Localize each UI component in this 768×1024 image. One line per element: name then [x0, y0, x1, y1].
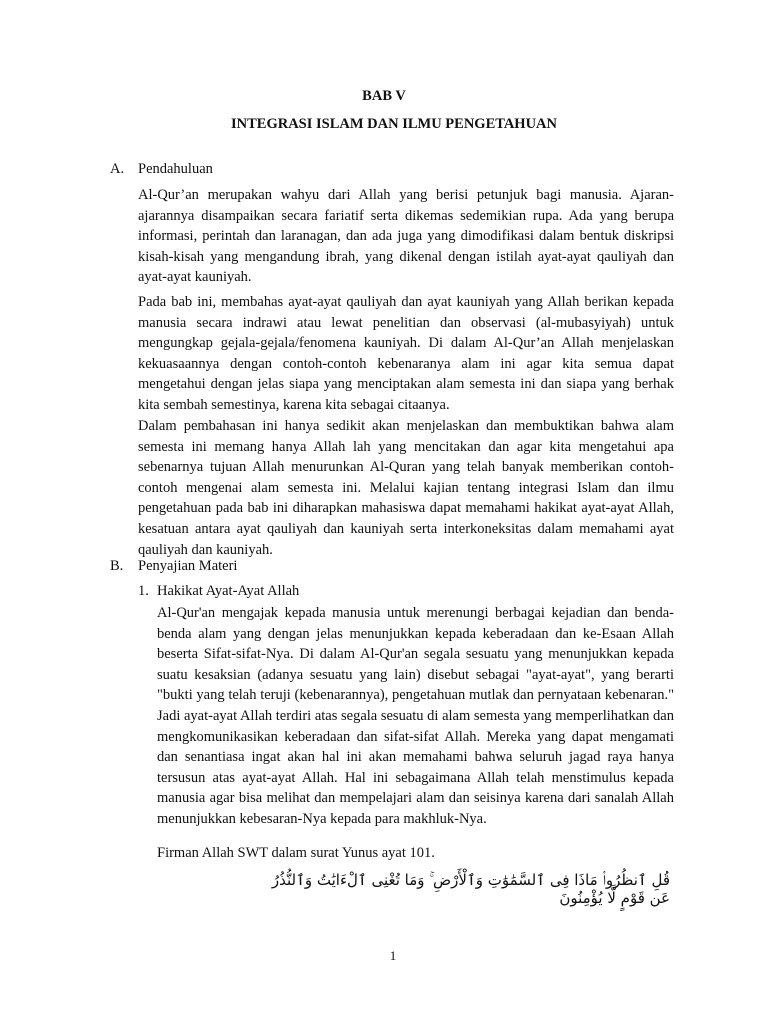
chapter-heading: BAB V — [362, 88, 406, 104]
quran-verse: قُلِ ٱنظُرُوا۟ مَاذَا فِى ٱلسَّمَٰوَٰتِ وَٱلْأَرْضِ ۚ وَمَا تُغْنِى ٱلْءَايَٰتُ وَٱلنُّذُرُ عَن قَوْمٍ لَّا يُؤْمِنُونَ — [271, 871, 670, 907]
section-b-title: Penyajian Materi — [138, 558, 238, 574]
subsection-number: 1. — [138, 583, 149, 599]
page-number: 1 — [389, 948, 397, 963]
section-a-title: Pendahuluan — [138, 161, 213, 177]
subsection-title: Hakikat Ayat-Ayat Allah — [157, 583, 300, 599]
chapter-title: INTEGRASI ISLAM DAN ILMU PENGETAHUAN — [230, 116, 558, 132]
section-b-letter: B. — [110, 558, 124, 574]
section-a-paragraph-3: Dalam pembahasan ini hanya sedikit akan menjelaskan dan membuktikan bahwa alam semesta ini memang hanya Allah lah yang mencitakan dan agar kita mengetahui apa sebenarnya tujuan Allah menurunkan Al-Quran yang telah banyak memberikan contoh-contoh mengenai alam semesta ini. Melalui kajian tentang integrasi Islam dan ilmu pengetahuan pada bab ini diharapkan mahasiswa dapat memahami hakikat ayat-ayat Allah, kesatuan antara ayat qauliyah dan kauniyah serta interkoneksitas dalam memahami ayat qauliyah dan kauniyah. — [138, 418, 674, 558]
section-a-paragraph-1: Al-Qur’an merupakan wahyu dari Allah yang berisi petunjuk bagi manusia. Ajaran-ajarannya disampaikan secara fariatif serta dikemas sedemikian rupa. Ada yang berupa informasi, perintah dan laranagan, dan ada juga yang dimodifikasi dalam bentuk diskripsi kisah-kisah yang mengandung ibrah, yang dikenal dengan istilah ayat-ayat qauliyah dan ayat-ayat kauniyah. — [138, 187, 674, 286]
subsection-paragraph-1: Al-Qur'an mengajak kepada manusia untuk merenungi berbagai kejadian dan benda-benda alam yang dengan jelas menunjukkan kepada keberadaan dan ke-Esaan Allah beserta Sifat-sifat-Nya. Di dalam Al-Qur'an segala sesuatu yang menunjukkan kepada suatu kesaksian (adanya sesuatu yang lain) disebut sebagai "ayat-ayat", yang berarti "bukti yang telah teruji (kebenarannya), pengetahuan mutlak dan pernyataan kebenaran." Jadi ayat-ayat Allah terdiri atas segala sesuatu di alam semesta yang memperlihatkan dan mengkomunikasikan keberadaan dan sifat-sifat Allah. Mereka yang dapat mengamati dan senantiasa ingat akan hal ini akan memahami bahwa seluruh jagad raya hanya tersusun atas ayat-ayat Allah. Hal ini sebagaimana Allah telah menstimulus kepada manusia agar bisa melihat dan mempelajari alam dan seisinya karena dari sanalah Allah menunjukkan kebesaran-Nya kepada para makhluk-Nya. — [157, 605, 674, 827]
section-a-letter: A. — [110, 161, 125, 177]
subsection-paragraph-2: Firman Allah SWT dalam surat Yunus ayat 101. — [157, 845, 435, 861]
section-a-paragraph-2: Pada bab ini, membahas ayat-ayat qauliyah dan ayat kauniyah yang Allah berikan kepada manusia secara indrawi atau lewat penelitian dan observasi (al-mubasyiyah) untuk mengungkap gejala-gejala/fenomena kauniyah. Di dalam Al-Qur’an Allah menjelaskan kekuasaannya dengan contoh-contoh kebenaranya alam ini agar kita semua dapat mengetahui dengan jelas siapa yang menciptakan alam semesta ini dan siapa yang berhak kita sembah semestinya, karena kita sebagai citaanya. — [138, 294, 674, 413]
